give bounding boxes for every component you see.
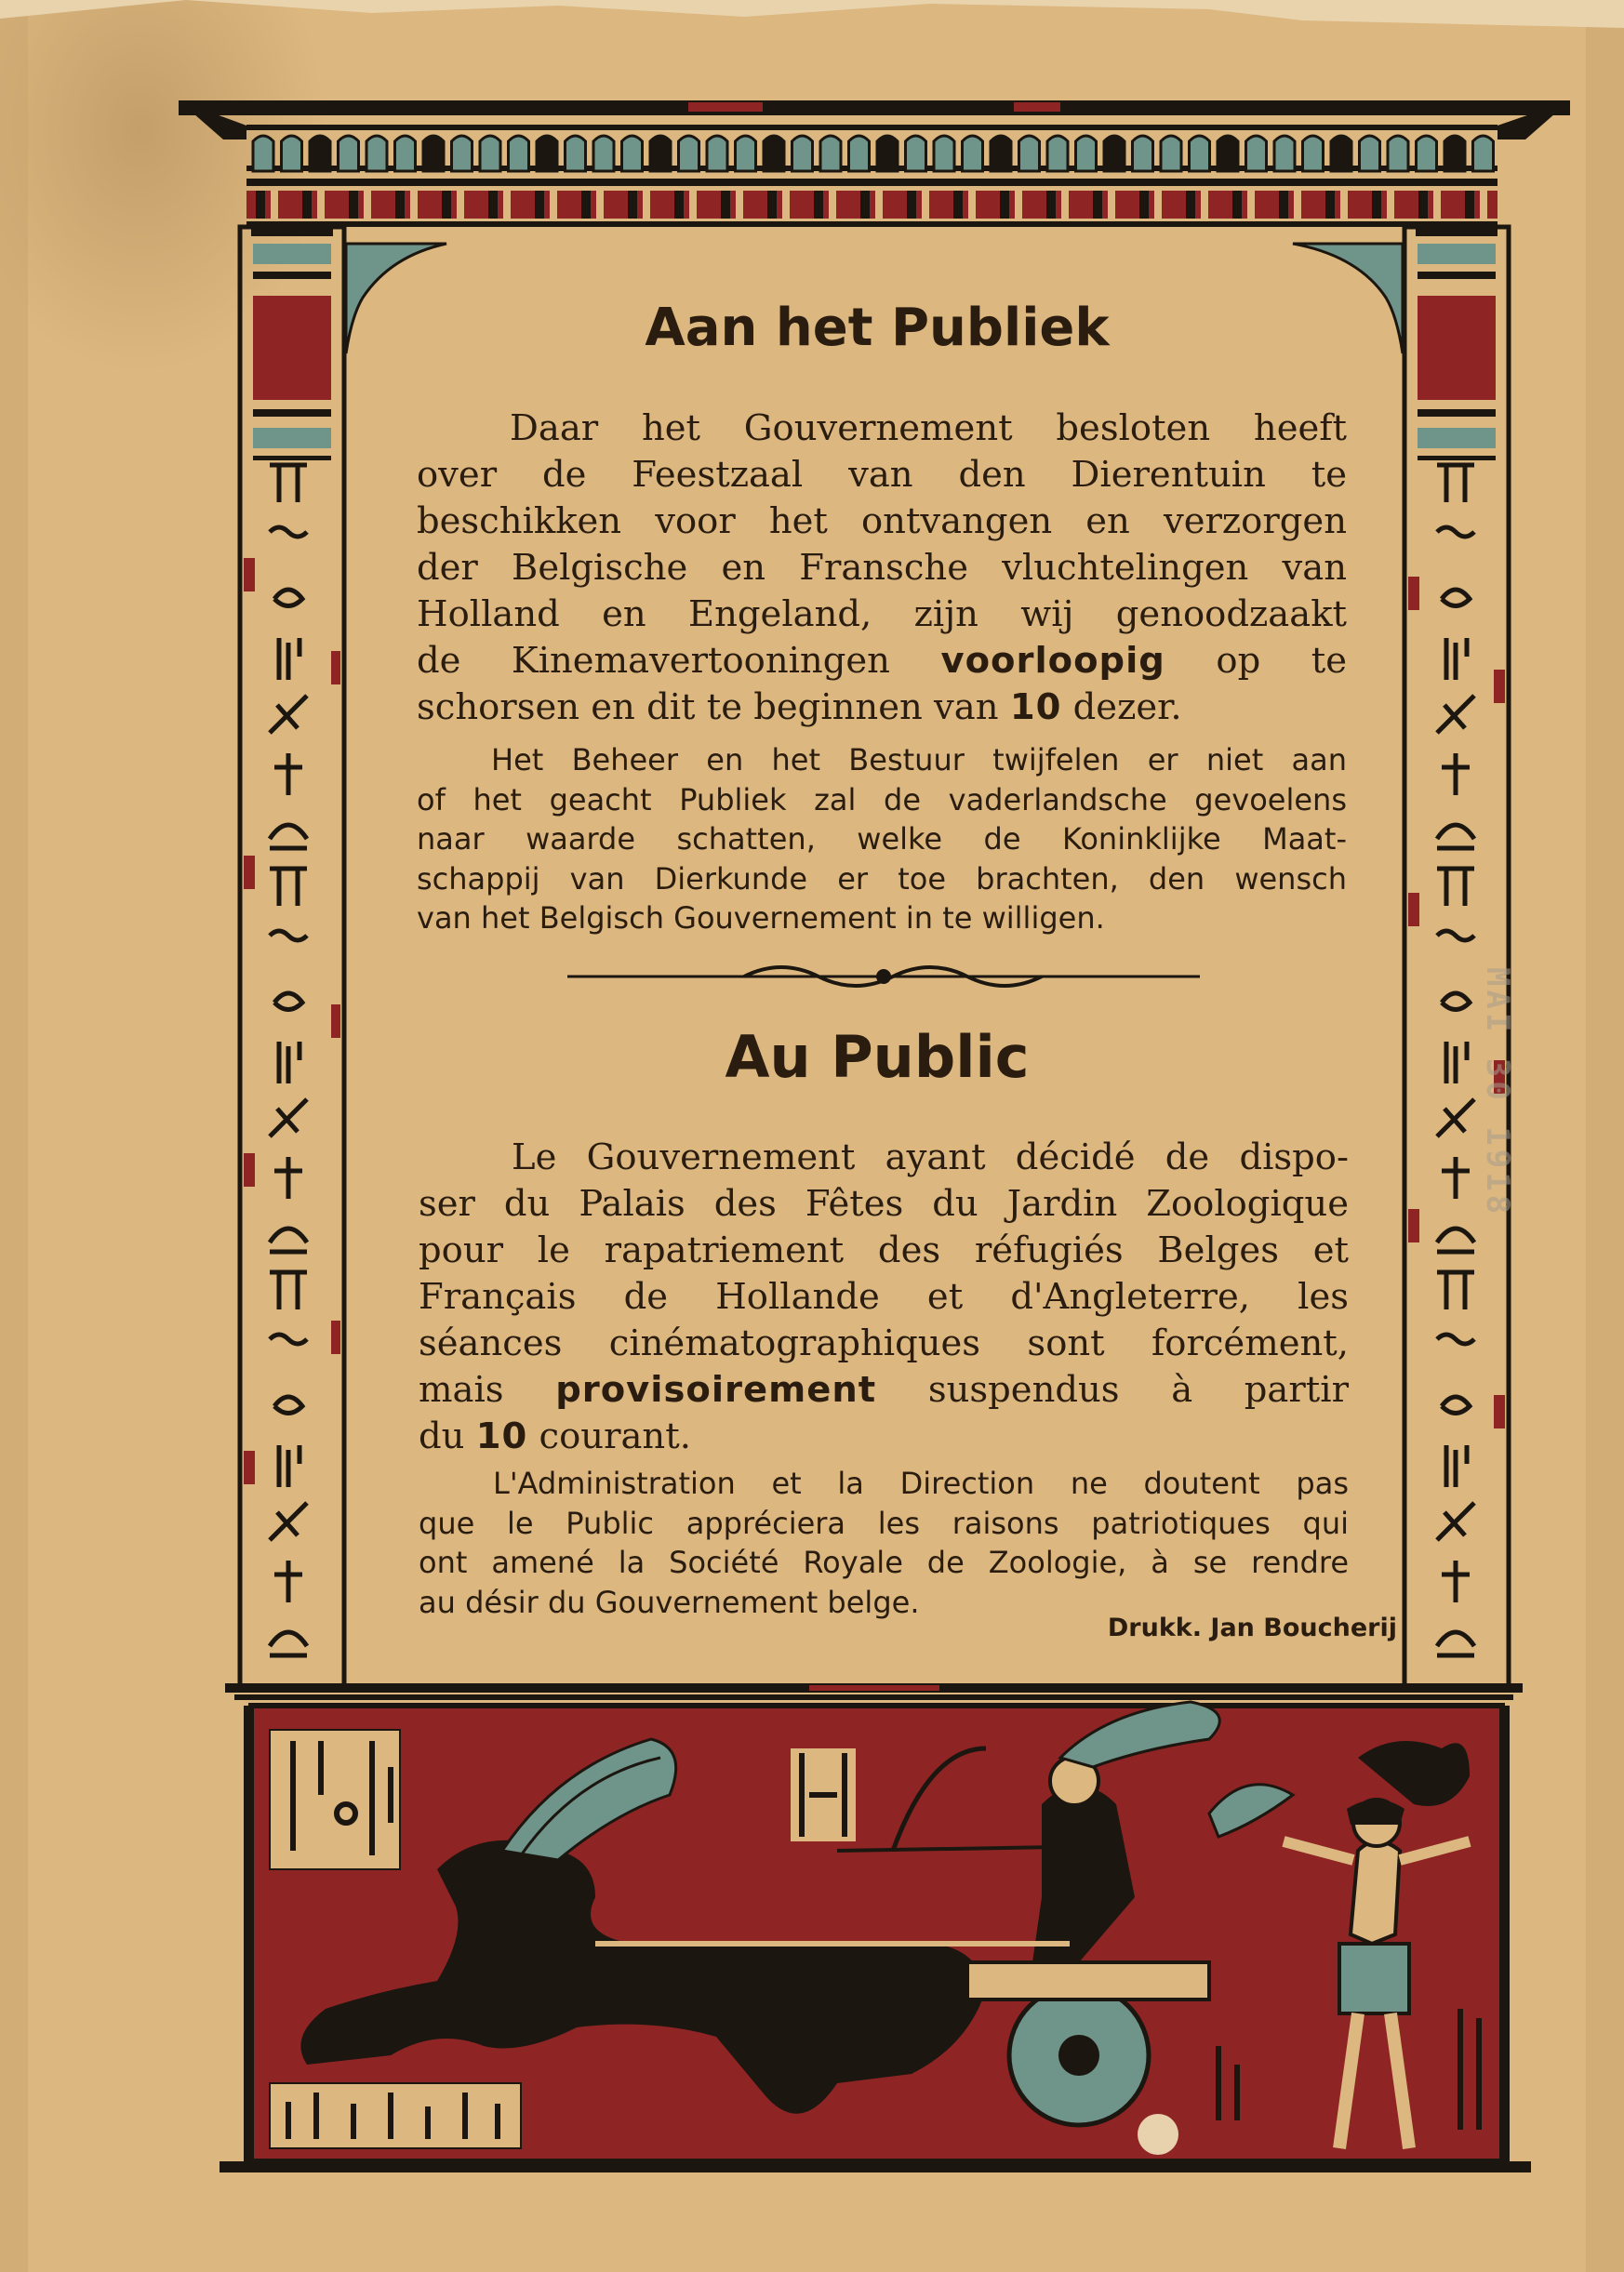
left-column	[240, 227, 344, 1687]
band-stripe	[922, 191, 929, 219]
hieroglyph	[1437, 1632, 1474, 1655]
band-stripe	[317, 191, 325, 219]
french-date-number: 10	[475, 1415, 528, 1457]
dentil	[1246, 136, 1267, 171]
dutch-p2-line: van het Belgisch Gouvernement in te willigen.	[417, 900, 1105, 936]
attendant-figure	[1351, 1841, 1400, 1944]
band-stripe	[1418, 191, 1428, 219]
band-stripe	[767, 191, 777, 219]
dentil	[1444, 136, 1465, 171]
hieroglyph	[274, 1397, 302, 1414]
dentil	[849, 136, 870, 171]
hieroglyph	[279, 638, 300, 680]
dentil	[1161, 136, 1181, 171]
french-p1-line: séances cinématographiques sont forcément,	[419, 1322, 1349, 1364]
band-stripe	[256, 191, 265, 219]
dutch-p1-line: der Belgische en Fransche vluchtelingen van	[417, 547, 1347, 589]
band-stripe	[875, 191, 883, 219]
dentil	[310, 136, 330, 171]
band-stripe	[1279, 191, 1288, 219]
dutch-p1-line: Holland en Engeland, zijn wij genoodzaakt	[417, 593, 1347, 635]
archive-date-stamp: MAI 30 1918	[1479, 967, 1516, 1218]
hieroglyph	[274, 1157, 302, 1199]
band-stripe	[968, 191, 976, 219]
dentil	[282, 136, 302, 171]
band-stripe	[1480, 191, 1487, 219]
band-stripe	[503, 191, 511, 219]
dutch-p1-text: schorsen en dit te beginnen van	[417, 686, 999, 728]
band-stripe	[1387, 191, 1394, 219]
hieroglyph	[1442, 993, 1470, 1010]
dentil	[1274, 136, 1295, 171]
hieroglyph	[1442, 753, 1470, 795]
dutch-p1-line	[417, 684, 1347, 731]
hieroglyph	[270, 527, 307, 537]
band-stripe	[596, 191, 604, 219]
dentil	[622, 136, 643, 171]
band-stripe	[1046, 191, 1056, 219]
band-stripe	[1232, 191, 1242, 219]
dutch-p2-line: of het geacht Publiek zal de vaderlandsche gevoelens	[417, 781, 1347, 817]
hieroglyph	[270, 1632, 307, 1655]
hieroglyph	[1442, 1561, 1470, 1602]
band-stripe	[1433, 191, 1441, 219]
band-stripe	[736, 191, 743, 219]
band-stripe	[953, 191, 963, 219]
hieroglyph	[1446, 1042, 1467, 1083]
band-stripe	[829, 191, 836, 219]
dutch-p1-text: de Kinemavertooningen	[417, 640, 890, 682]
dentil	[1473, 136, 1494, 171]
hieroglyph	[1437, 1335, 1474, 1344]
dentil	[452, 136, 473, 171]
hieroglyph	[1437, 696, 1474, 733]
hieroglyph	[270, 825, 307, 848]
french-p2-line: L'Administration et la Direction ne doutent pas	[493, 1466, 1349, 1501]
dentil	[906, 136, 926, 171]
french-p1-text: courant.	[539, 1415, 691, 1457]
band-stripe	[1465, 191, 1474, 219]
band-stripe	[1093, 191, 1102, 219]
band-stripe	[1186, 191, 1195, 219]
dentil	[1076, 136, 1097, 171]
dentil	[792, 136, 813, 171]
hieroglyph	[274, 1561, 302, 1602]
band-stripe	[907, 191, 916, 219]
hieroglyph	[1437, 1503, 1474, 1540]
french-p1-line	[419, 1367, 1349, 1414]
dentil	[963, 136, 983, 171]
right-hieroglyph-column	[1437, 465, 1474, 1655]
dentil	[736, 136, 756, 171]
dentil	[1360, 136, 1380, 171]
band-stripe	[395, 191, 405, 219]
band-stripe	[643, 191, 650, 219]
dentil	[366, 136, 387, 171]
band-stripe	[349, 191, 358, 219]
hieroglyph	[274, 590, 302, 606]
dutch-p1-line: beschikken voor het ontvangen en verzorgen	[417, 500, 1347, 542]
band-stripe	[1201, 191, 1208, 219]
dutch-p1-text: dezer.	[1072, 686, 1182, 728]
dentil	[679, 136, 699, 171]
dentil	[480, 136, 500, 171]
dentil	[707, 136, 727, 171]
left-hieroglyph-column	[270, 465, 307, 1655]
french-paragraph-2	[419, 1464, 1349, 1622]
dutch-p1-line: Daar het Gouvernement besloten heeft	[510, 407, 1347, 449]
french-p1-text: suspendus à partir	[927, 1369, 1349, 1411]
band-stripe	[628, 191, 637, 219]
hieroglyph	[1442, 590, 1470, 606]
hieroglyph	[270, 931, 307, 940]
hieroglyph	[274, 753, 302, 795]
hieroglyph	[270, 1099, 307, 1136]
dentil	[1104, 136, 1125, 171]
dentil	[1047, 136, 1068, 171]
dentil	[1303, 136, 1324, 171]
dentil	[764, 136, 784, 171]
french-emphasis: provisoirement	[555, 1369, 877, 1411]
dentil	[537, 136, 557, 171]
dentil	[650, 136, 671, 171]
dutch-p1-line: over de Feestzaal van den Dierentuin te	[417, 454, 1347, 496]
french-p1-text: du	[419, 1415, 465, 1457]
band-stripe	[1247, 191, 1255, 219]
printer-credit: Drukk. Jan Boucherij	[1107, 1614, 1397, 1642]
dentil	[820, 136, 841, 171]
french-p2-line: au désir du Gouvernement belge.	[419, 1584, 920, 1620]
notice-text-panel	[352, 249, 1403, 1677]
hieroglyph	[1446, 638, 1467, 680]
cornice-band	[246, 179, 1498, 227]
french-paragraph-1	[419, 1135, 1349, 1460]
base-ledge	[225, 1683, 1523, 1700]
french-p2-line: que le Public appréciera les raisons patriotiques qui	[419, 1505, 1349, 1541]
dentil	[1417, 136, 1437, 171]
band-stripe	[1340, 191, 1348, 219]
dutch-paragraph-1	[417, 405, 1347, 731]
band-stripe	[457, 191, 464, 219]
french-p1-line: pour le rapatriement des réfugiés Belges et	[419, 1229, 1349, 1271]
dutch-title: Aan het Publiek	[645, 298, 1110, 358]
hieroglyph	[1437, 1272, 1474, 1309]
dutch-paragraph-2	[417, 740, 1347, 938]
band-stripe	[674, 191, 684, 219]
dutch-p1-line	[417, 638, 1347, 684]
dentil	[1388, 136, 1408, 171]
hieroglyph	[1437, 825, 1474, 848]
hieroglyph	[1437, 465, 1474, 502]
band-stripe	[1015, 191, 1022, 219]
dentil	[877, 136, 898, 171]
hieroglyph	[279, 1042, 300, 1083]
band-stripe	[1139, 191, 1149, 219]
band-stripe	[1294, 191, 1301, 219]
hieroglyph	[1437, 527, 1474, 537]
band-stripe	[1154, 191, 1162, 219]
dentil	[339, 136, 359, 171]
hieroglyph	[270, 1335, 307, 1344]
band-stripe	[442, 191, 451, 219]
dentil	[991, 136, 1011, 171]
hieroglyph	[1437, 931, 1474, 940]
band-stripe	[1000, 191, 1009, 219]
band-stripe	[271, 191, 278, 219]
dentil	[934, 136, 954, 171]
dutch-p2-line: naar waarde schatten, welke de Koninklijke Maat-	[417, 821, 1347, 857]
hieroglyph	[270, 465, 307, 502]
dutch-p2-line: Het Beheer en het Bestuur twijfelen er niet aan	[491, 742, 1347, 777]
band-stripe	[364, 191, 371, 219]
left-binding-edge	[0, 0, 28, 2272]
dutch-p1-text: op te	[1216, 640, 1347, 682]
band-stripe	[1061, 191, 1069, 219]
band-stripe	[1108, 191, 1115, 219]
band-stripe	[550, 191, 557, 219]
dutch-p2-line: schappij van Dierkunde er toe brachten, den wensch	[417, 860, 1347, 897]
hieroglyph	[1442, 1397, 1470, 1414]
dentil	[1190, 136, 1210, 171]
dutch-date-number: 10	[1009, 686, 1062, 728]
hieroglyph	[270, 696, 307, 733]
dentil	[423, 136, 444, 171]
french-p2-line: ont amené la Société Royale de Zoologie, à se rendre	[419, 1545, 1349, 1580]
dentil	[593, 136, 614, 171]
french-p1-line: Le Gouvernement ayant décidé de dispo-	[512, 1136, 1349, 1178]
hieroglyph	[270, 869, 307, 906]
hieroglyph	[1442, 1157, 1470, 1199]
band-stripe	[1372, 191, 1381, 219]
hieroglyph	[279, 1445, 300, 1487]
band-stripe	[1325, 191, 1335, 219]
dentil	[1019, 136, 1040, 171]
dentil	[566, 136, 586, 171]
band-stripe	[410, 191, 418, 219]
hieroglyph	[1446, 1445, 1467, 1487]
band-stripe	[721, 191, 730, 219]
band-stripe	[860, 191, 870, 219]
french-p1-line: Français de Hollande et d'Angleterre, les	[419, 1276, 1349, 1318]
dentil	[1331, 136, 1351, 171]
band-stripe	[814, 191, 823, 219]
hieroglyph	[274, 993, 302, 1010]
dentil	[253, 136, 273, 171]
french-p1-line	[419, 1414, 1349, 1460]
french-title: Au Public	[725, 1023, 1030, 1091]
hieroglyph	[1437, 1229, 1474, 1252]
dutch-emphasis: voorloopig	[940, 640, 1165, 682]
hieroglyph	[270, 1503, 307, 1540]
hieroglyph	[1437, 869, 1474, 906]
hieroglyph	[270, 1229, 307, 1252]
dentil	[395, 136, 416, 171]
french-p1-text: mais	[419, 1369, 504, 1411]
band-stripe	[488, 191, 498, 219]
right-edge-shade	[1586, 0, 1624, 2272]
band-stripe	[535, 191, 544, 219]
dentil	[1218, 136, 1238, 171]
band-stripe	[302, 191, 312, 219]
dentil	[509, 136, 529, 171]
chariot-panel	[220, 1702, 1531, 2172]
band-stripe	[689, 191, 697, 219]
band-stripe	[782, 191, 790, 219]
french-p1-line: ser du Palais des Fêtes du Jardin Zoologique	[419, 1183, 1349, 1225]
hieroglyph	[270, 1272, 307, 1309]
hieroglyph	[1437, 1099, 1474, 1136]
band-stripe	[581, 191, 591, 219]
dentil	[1133, 136, 1153, 171]
